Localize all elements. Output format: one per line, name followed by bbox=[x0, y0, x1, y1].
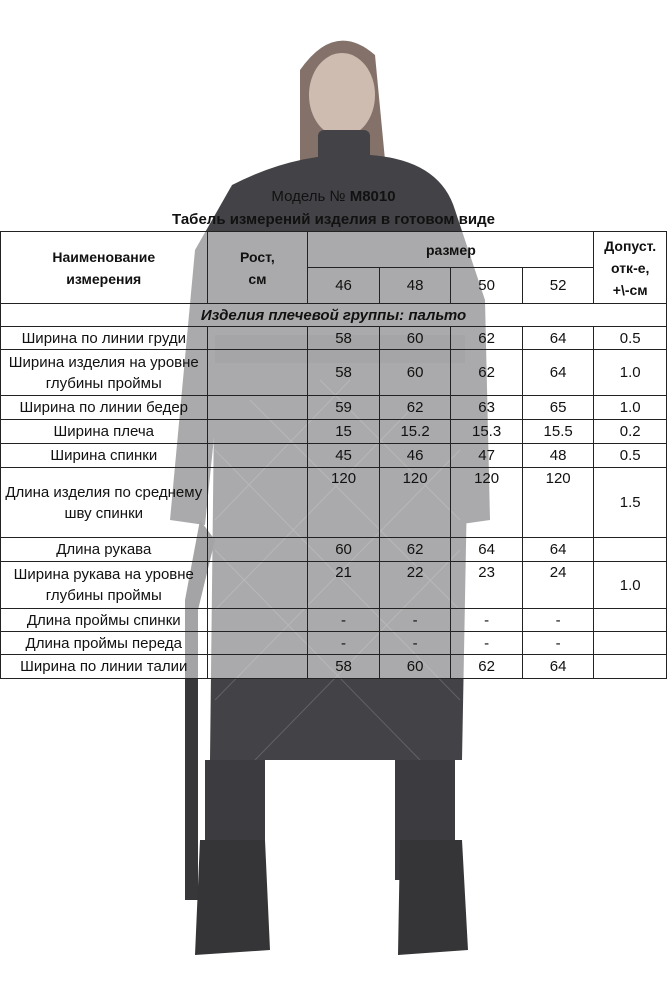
row-tolerance bbox=[594, 655, 667, 679]
row-value: - bbox=[379, 632, 451, 655]
row-value: 62 bbox=[379, 538, 451, 562]
row-tolerance: 1.0 bbox=[594, 396, 667, 420]
row-value: - bbox=[522, 632, 594, 655]
row-value: 62 bbox=[451, 350, 523, 396]
row-value: 64 bbox=[522, 327, 594, 350]
row-name: Ширина рукава на уровне глубины проймы bbox=[1, 562, 208, 609]
table-subtitle: Табель измерений изделия в готовом виде bbox=[172, 211, 495, 228]
row-value: 64 bbox=[522, 538, 594, 562]
row-value: 15.2 bbox=[379, 420, 451, 444]
row-tolerance: 1.0 bbox=[594, 562, 667, 609]
size-header: 46 bbox=[308, 268, 380, 304]
row-tolerance bbox=[594, 632, 667, 655]
col-header-tolerance bbox=[594, 232, 667, 304]
table-row bbox=[1, 444, 667, 468]
row-value: 15.3 bbox=[451, 420, 523, 444]
row-value: 48 bbox=[522, 444, 594, 468]
row-name: Ширина по линии груди bbox=[1, 327, 208, 350]
row-value: 60 bbox=[308, 538, 380, 562]
table-row bbox=[1, 350, 667, 396]
row-value: 64 bbox=[522, 350, 594, 396]
row-value: 120 bbox=[451, 468, 523, 538]
size-header: 48 bbox=[379, 268, 451, 304]
table-row bbox=[1, 396, 667, 420]
row-value: 15.5 bbox=[522, 420, 594, 444]
size-header: 50 bbox=[451, 268, 523, 304]
row-value: 120 bbox=[308, 468, 380, 538]
model-number bbox=[0, 188, 667, 205]
row-value: 58 bbox=[308, 327, 380, 350]
row-value: 47 bbox=[451, 444, 523, 468]
row-value: - bbox=[379, 609, 451, 632]
row-tolerance: 0.5 bbox=[594, 444, 667, 468]
row-rost bbox=[207, 468, 308, 538]
row-value: 58 bbox=[308, 350, 380, 396]
col-name-line1: Наименование bbox=[52, 248, 156, 265]
row-tolerance: 0.5 bbox=[594, 327, 667, 350]
col-rost-line1: Рост, bbox=[239, 248, 275, 265]
row-tolerance: 0.2 bbox=[594, 420, 667, 444]
table-row bbox=[1, 655, 667, 679]
row-value: 45 bbox=[308, 444, 380, 468]
row-value: 46 bbox=[379, 444, 451, 468]
size-header: 52 bbox=[522, 268, 594, 304]
row-tolerance: 1.0 bbox=[594, 350, 667, 396]
col-rost-line2: см bbox=[248, 270, 267, 287]
row-value: - bbox=[451, 609, 523, 632]
row-rost bbox=[207, 350, 308, 396]
row-value: - bbox=[308, 632, 380, 655]
row-value: 59 bbox=[308, 396, 380, 420]
row-rost bbox=[207, 396, 308, 420]
col-name-line2: измерения bbox=[66, 270, 142, 287]
col-tol-line1: Допуст. bbox=[604, 237, 657, 254]
model-label: Модель № bbox=[271, 188, 346, 205]
row-rost bbox=[207, 444, 308, 468]
row-value: 120 bbox=[379, 468, 451, 538]
table-row bbox=[1, 562, 667, 609]
row-value: - bbox=[308, 609, 380, 632]
row-name: Длина проймы переда bbox=[1, 632, 208, 655]
row-value: - bbox=[522, 609, 594, 632]
row-tolerance bbox=[594, 538, 667, 562]
row-value: 23 bbox=[451, 562, 523, 609]
row-rost bbox=[207, 420, 308, 444]
col-tol-line2: отк-е, bbox=[611, 259, 650, 276]
row-tolerance: 1.5 bbox=[594, 468, 667, 538]
row-value: 62 bbox=[379, 396, 451, 420]
row-value: 60 bbox=[379, 350, 451, 396]
col-header-rost bbox=[207, 232, 308, 304]
row-value: 63 bbox=[451, 396, 523, 420]
row-name: Длина проймы спинки bbox=[1, 609, 208, 632]
row-value: 60 bbox=[379, 655, 451, 679]
row-rost bbox=[207, 562, 308, 609]
row-value: 62 bbox=[451, 327, 523, 350]
row-rost bbox=[207, 538, 308, 562]
row-rost bbox=[207, 655, 308, 679]
row-name: Длина рукава bbox=[1, 538, 208, 562]
table-row bbox=[1, 609, 667, 632]
row-name: Длина изделия по среднему шву спинки bbox=[1, 468, 208, 538]
row-value: 120 bbox=[522, 468, 594, 538]
row-value: 58 bbox=[308, 655, 380, 679]
row-tolerance bbox=[594, 609, 667, 632]
table-row bbox=[1, 327, 667, 350]
group-title: Изделия плечевой группы: пальто bbox=[1, 304, 667, 327]
row-value: 24 bbox=[522, 562, 594, 609]
row-name: Ширина по линии бедер bbox=[1, 396, 208, 420]
table-row bbox=[1, 468, 667, 538]
row-name: Ширина изделия на уровне глубины проймы bbox=[1, 350, 208, 396]
table-row bbox=[1, 538, 667, 562]
row-value: 65 bbox=[522, 396, 594, 420]
row-value: 60 bbox=[379, 327, 451, 350]
row-rost bbox=[207, 632, 308, 655]
row-rost bbox=[207, 327, 308, 350]
row-name: Ширина спинки bbox=[1, 444, 208, 468]
col-tol-line3: +\-см bbox=[612, 281, 648, 298]
col-header-size: размер bbox=[308, 232, 594, 268]
row-value: 15 bbox=[308, 420, 380, 444]
row-value: 22 bbox=[379, 562, 451, 609]
table-row bbox=[1, 420, 667, 444]
row-value: - bbox=[451, 632, 523, 655]
row-value: 64 bbox=[522, 655, 594, 679]
table-row bbox=[1, 632, 667, 655]
row-value: 62 bbox=[451, 655, 523, 679]
model-code: М8010 bbox=[349, 188, 396, 205]
row-name: Ширина плеча bbox=[1, 420, 208, 444]
col-header-name bbox=[1, 232, 208, 304]
row-rost bbox=[207, 609, 308, 632]
row-value: 21 bbox=[308, 562, 380, 609]
row-value: 64 bbox=[451, 538, 523, 562]
size-table bbox=[0, 231, 667, 679]
row-name: Ширина по линии талии bbox=[1, 655, 208, 679]
